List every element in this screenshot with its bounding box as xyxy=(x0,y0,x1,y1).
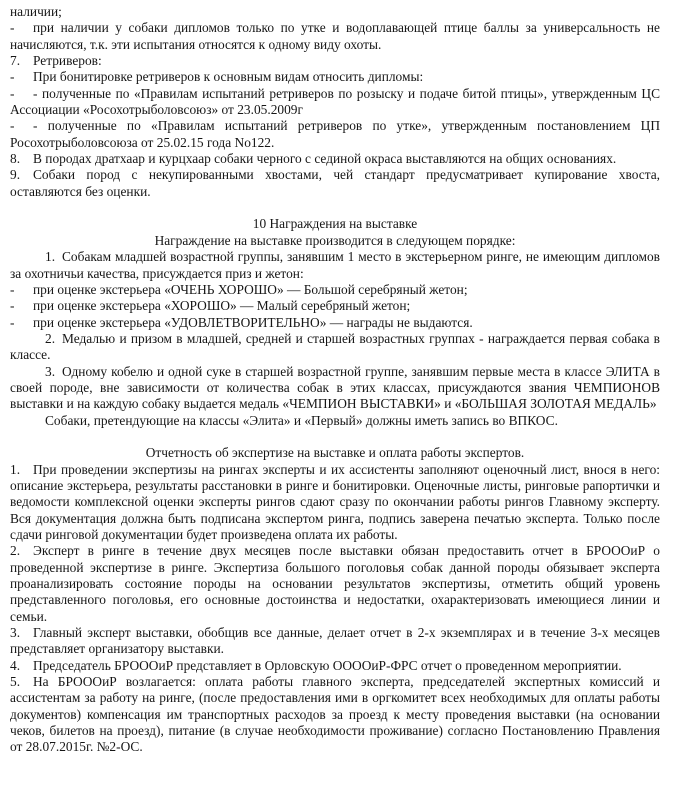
paragraph: 5. На БРОООиР возлагается: оплата работы главного эксперта, председателей экспертных комиссий и ассистентам за работу на ринге, (после предоставления ими в оргкомитет всех необходимых для оплаты работы документов) компенсация им транспортных расходов за проезд к месту проведения выставки (на основании чеков, билетов на проезд), питание (в случае необходимости проживание) согласно Постановлению Правления от 28.07.2015г. №2-ОС. xyxy=(10,674,660,755)
paragraph: 9. Собаки пород с некупированными хвостами, чей стандарт предусматривает купирование хвоста, оставляются без оценки. xyxy=(10,167,660,199)
list-marker: 1. xyxy=(10,461,21,477)
list-marker: - xyxy=(10,298,15,314)
paragraph: Собаки, претендующие на классы «Элита» и «Первый» должны иметь запись во ВПКОС. xyxy=(45,412,558,428)
list-marker: - xyxy=(10,281,15,297)
paragraph: - при оценке экстерьера «ХОРОШО» — Малый серебряный жетон; xyxy=(10,298,411,314)
paragraph: 8. В породах дратхаар и курцхаар собаки черного с сединой окраса выставляются на общих основаниях. xyxy=(10,151,617,167)
paragraph: - - полученные по «Правилам испытаний ретриверов по утке», утвержденным постановлением ЦП Росохотрыболовсоюза от 25.02.15 года No122. xyxy=(10,118,660,150)
list-marker: 2. xyxy=(10,543,21,559)
paragraph: 1. При проведении экспертизы на рингах эксперты и их ассистенты заполняют оценочный лист, внося в него: описание экстерьера, результаты расстановки в ринге и бонитировки. Оценочные листы, ринговые рапортички и ведомости комплексной оценки эксперты рингов сдают сразу по окончании работы рингов Главному эксперту. Вся документация должна быть подписана экспертом ринга, подпись заверена печатью эксперта. Только после сдачи ринговой документации будет произведена оплата их работы. xyxy=(10,461,660,542)
paragraph: - При бонитировке ретриверов к основным видам относить дипломы: xyxy=(10,69,424,85)
list-marker: 1. xyxy=(45,249,56,265)
list-marker: - xyxy=(10,20,15,36)
list-marker: 5. xyxy=(10,674,21,690)
section-heading: 10 Награждения на выставке xyxy=(252,216,418,232)
list-marker: - xyxy=(10,85,15,101)
list-marker: 3. xyxy=(45,363,56,379)
list-marker: 9. xyxy=(10,167,21,183)
paragraph: - при наличии у собаки дипломов только по утке и водоплавающей птице баллы за универсальность не начисляются, т.к. эти испытания относятся к одному виду охоты. xyxy=(10,20,660,52)
paragraph: 2. Медалью и призом в младшей, средней и старшей возрастных группах - награждается первая собака в классе. xyxy=(10,330,660,363)
paragraph: - при оценке экстерьера «ОЧЕНЬ ХОРОШО» — Большой серебряный жетон; xyxy=(10,281,468,297)
paragraph: 4. Председатель БРОООиР представляет в Орловскую ООООиР-ФРС отчет о проведенном мероприятии. xyxy=(10,657,622,673)
paragraph: - при оценке экстерьера «УДОВЛЕТВОРИТЕЛЬНО» — награды не выдаются. xyxy=(10,314,473,330)
section-heading: Награждение на выставке производится в следующем порядке: xyxy=(154,232,516,248)
list-marker: 2. xyxy=(45,330,56,346)
paragraph: 2. Эксперт в ринге в течение двух месяцев после выставки обязан предоставить отчет в БРОООиР о проведенной экспертизе в ринге. Экспертиза большого поголовья собак данной породы обязывает эксперта проанализировать состояние породы на основании результатов экспертизы, отметить общий уровень представленного поголовья, его основные достоинства и недостатки, охарактеризовать имеющиеся линии и семьи. xyxy=(10,543,660,624)
section-heading: Отчетность об экспертизе на выставке и оплата работы экспертов. xyxy=(145,445,525,461)
paragraph: наличии; xyxy=(10,4,62,19)
list-marker: 4. xyxy=(10,657,21,673)
document-body xyxy=(10,4,660,756)
paragraph: - - полученные по «Правилам испытаний ретриверов по розыску и подаче битой птицы», утвержденным ЦС Ассоциации «Росохотрыболовсоюз» от 23.05.2009г xyxy=(10,85,660,118)
paragraph: 7. Ретриверов: xyxy=(10,53,102,69)
paragraph: 1. Собакам младшей возрастной группы, занявшим 1 место в экстерьерном ринге, не имеющим дипломов за охотничьи качества, присуждается приз и жетон: xyxy=(10,249,660,281)
paragraph: 3. Одному кобелю и одной суке в старшей возрастной группе, занявшим первые места в классе ЭЛИТА в своей породе, вне зависимости от количества собак в этих классах, присуждаются звания ЧЕМПИОНОВ выставки и на каждую собаку выдается медаль «ЧЕМПИОН ВЫСТАВКИ» и «БОЛЬШАЯ ЗОЛОТАЯ МЕДАЛЬ» xyxy=(10,363,660,412)
list-marker: 3. xyxy=(10,625,21,641)
paragraph: 3. Главный эксперт выставки, обобщив все данные, делает отчет в 2-х экземплярах и в течение 3-х месяцев представляет организатору выставки. xyxy=(10,625,660,657)
list-marker: - xyxy=(10,314,15,330)
list-marker: 8. xyxy=(10,151,21,167)
list-marker: 7. xyxy=(10,53,21,69)
list-marker: - xyxy=(10,69,15,85)
list-marker: - xyxy=(10,118,15,134)
